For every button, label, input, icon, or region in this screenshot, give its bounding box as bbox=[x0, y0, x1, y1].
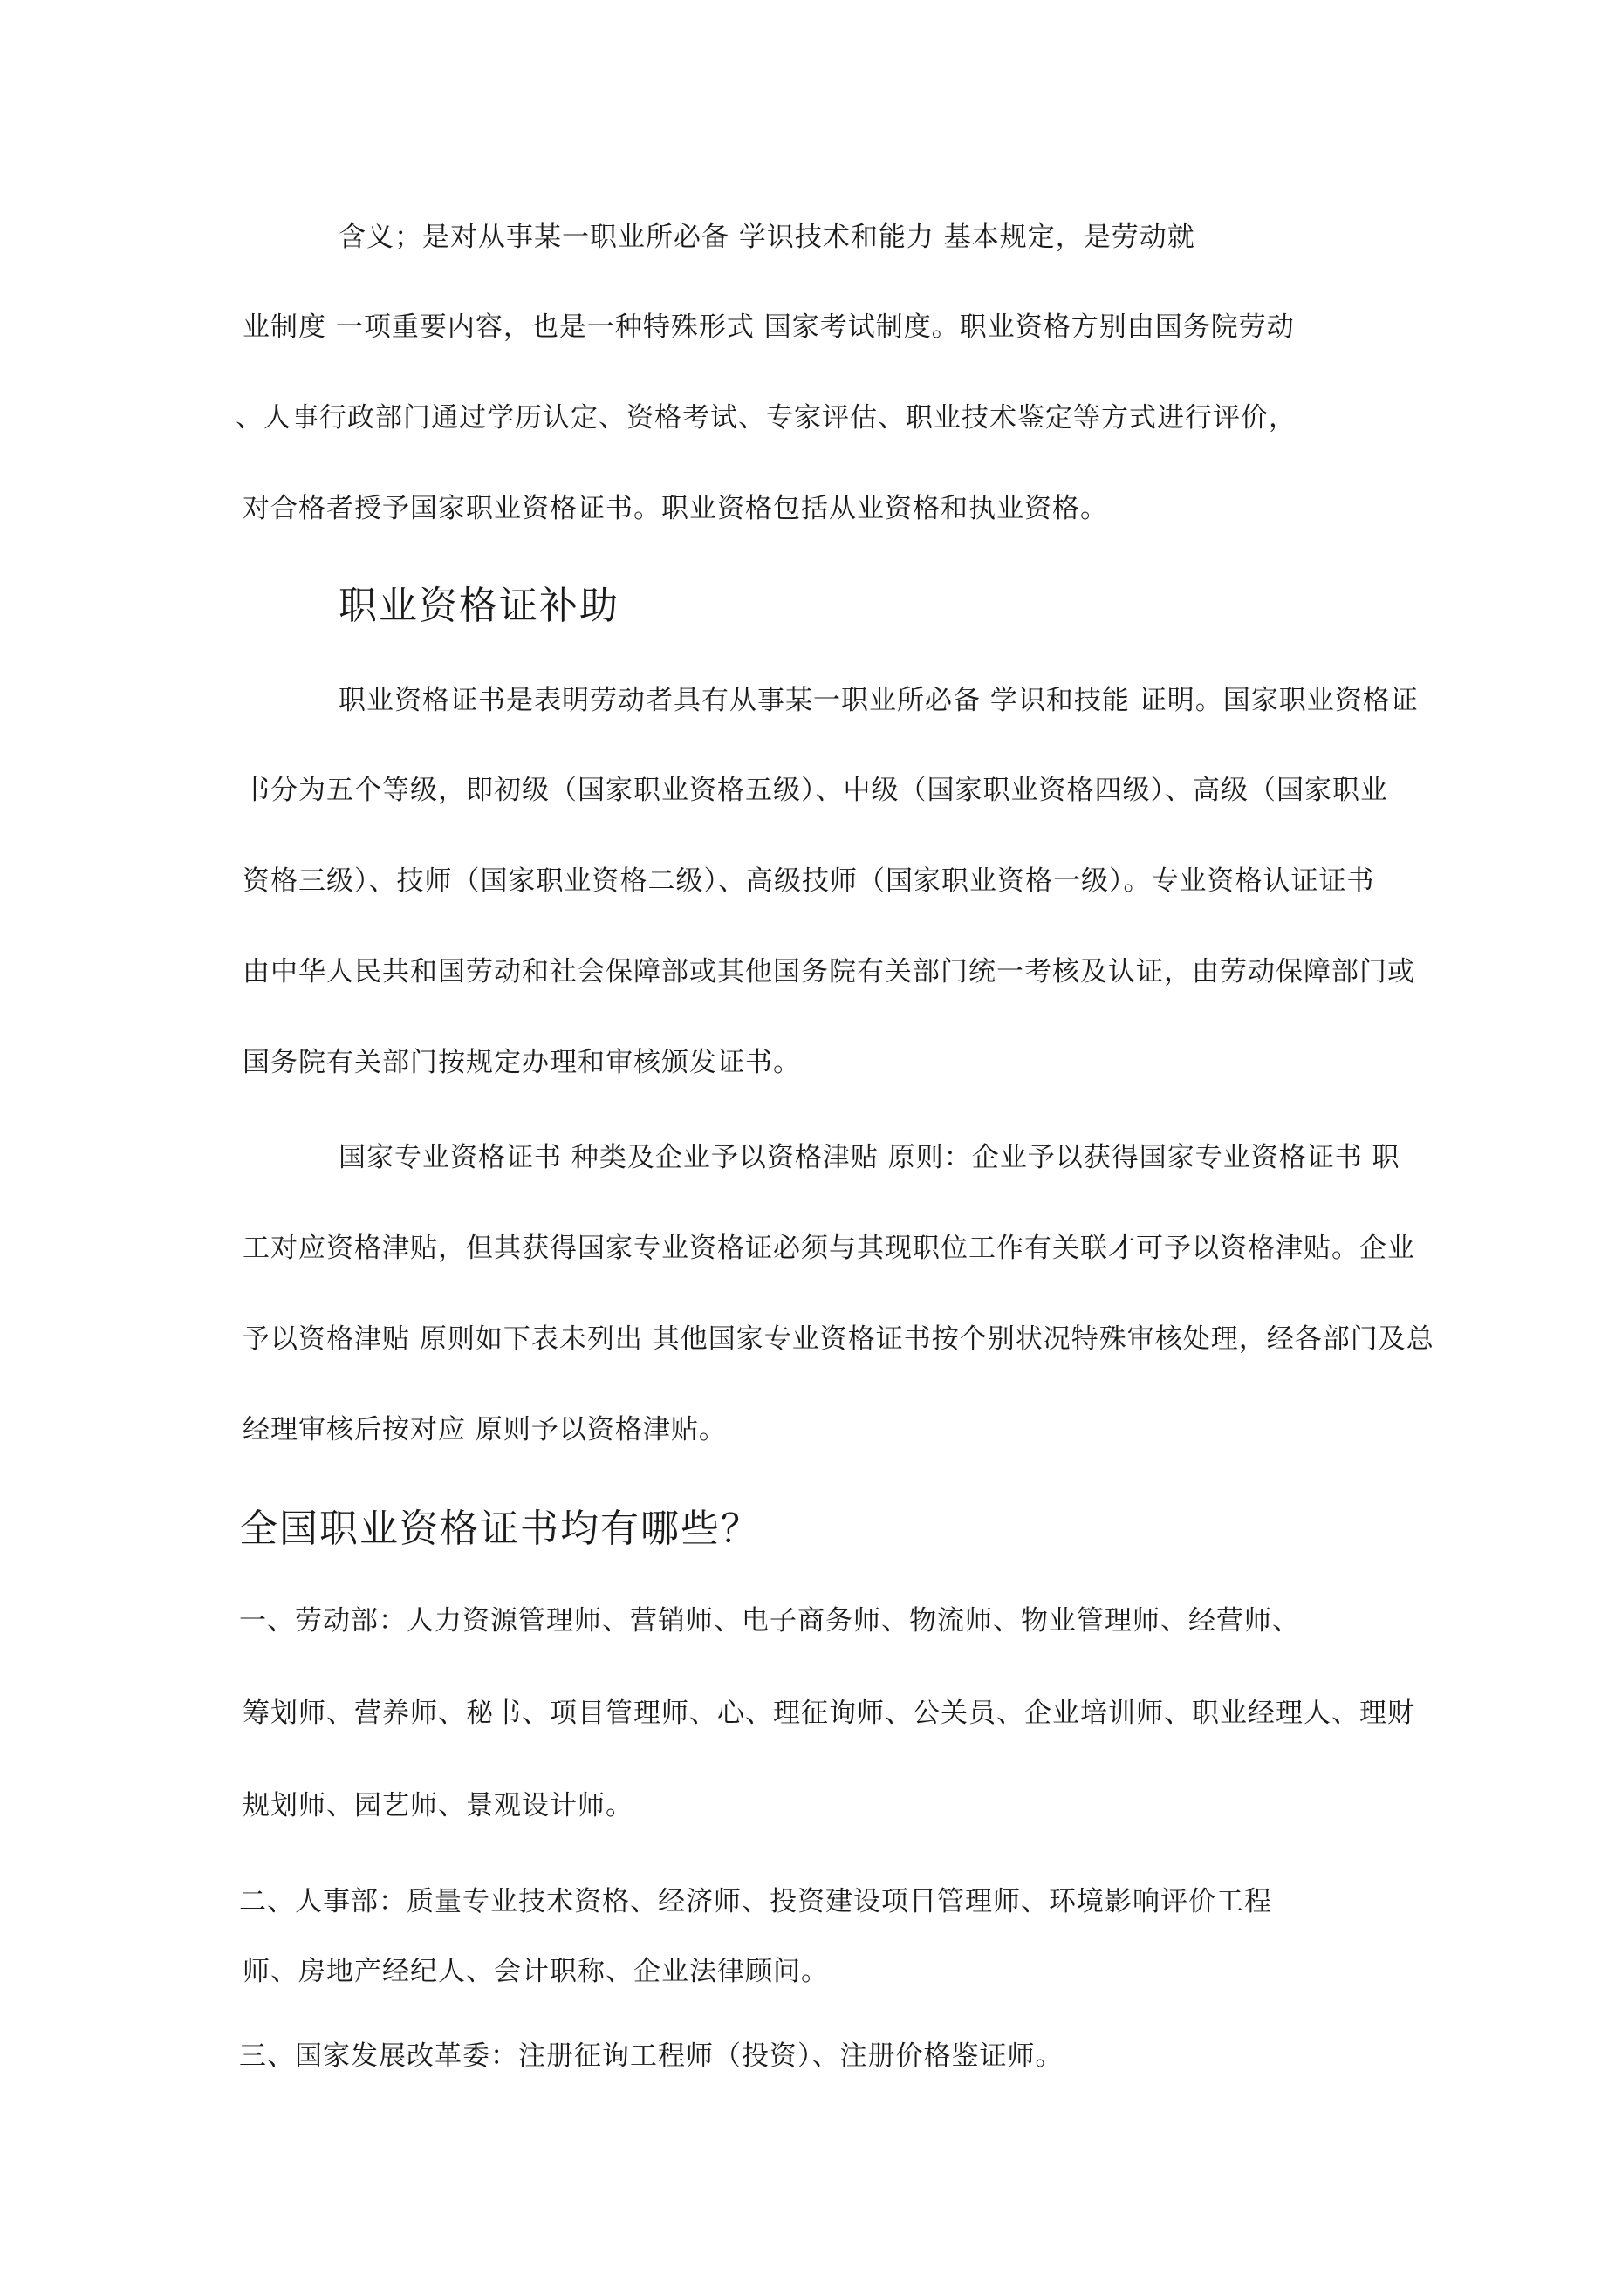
list-item-3-line-1: 三、国家发展改革委：注册征询工程师（投资）、注册价格鉴证师。 bbox=[239, 2040, 1064, 2072]
definition-line-4: 对合格者授予国家职业资格证书。职业资格包括从业资格和执业资格。 bbox=[243, 493, 1108, 524]
subsidy-p1-line-4: 由中华人民共和国劳动和社会保障部或其他国务院有关部门统一考核及认证，由劳动保障部门或 bbox=[243, 956, 1415, 987]
list-item-2-line-2: 师、房地产经纪人、会计职称、企业法律顾问。 bbox=[243, 1956, 829, 1987]
list-item-2-line-1: 二、人事部：质量专业技术资格、经济师、投资建设项目管理师、环境影响评价工程 bbox=[239, 1886, 1272, 1917]
definition-line-1: 含义；是对从事某一职业所必备 学识技术和能力 基本规定，是劳动就 bbox=[339, 222, 1195, 253]
list-item-1-line-2: 筹划师、营养师、秘书、项目管理师、心、理征询师、公关员、企业培训师、职业经理人、理财 bbox=[243, 1698, 1415, 1729]
subsidy-p2-line-2: 工对应资格津贴，但其获得国家专业资格证必须与其现职位工作有关联才可予以资格津贴。企业 bbox=[243, 1233, 1415, 1264]
subsidy-p2-line-1: 国家专业资格证书 种类及企业予以资格津贴 原则：企业予以获得国家专业资格证书 职 bbox=[339, 1142, 1400, 1173]
subsidy-p2-line-3: 予以资格津贴 原则如下表未列出 其他国家专业资格证书按个别状况特殊审核处理，经各部门及总 bbox=[243, 1323, 1434, 1355]
definition-line-3: 、人事行政部门通过学历认定、资格考试、专家评估、职业技术鉴定等方式进行评价， bbox=[236, 402, 1297, 434]
definition-line-2: 业制度 一项重要内容，也是一种特殊形式 国家考试制度。职业资格方别由国务院劳动 bbox=[243, 311, 1295, 343]
subsidy-p1-line-3: 资格三级）、技师（国家职业资格二级）、高级技师（国家职业资格一级）。专业资格认证证书 bbox=[243, 865, 1375, 897]
list-item-1-line-1: 一、劳动部：人力资源管理师、营销师、电子商务师、物流师、物业管理师、经营师、 bbox=[239, 1605, 1300, 1637]
subsidy-p1-line-5: 国务院有关部门按规定办理和审核颁发证书。 bbox=[243, 1047, 801, 1078]
certificate-list-heading: 全国职业资格证书均有哪些？ bbox=[239, 1507, 761, 1551]
subsidy-p2-line-4: 经理审核后按对应 原则予以资格津贴。 bbox=[243, 1414, 727, 1445]
list-item-1-line-3: 规划师、园艺师、景观设计师。 bbox=[243, 1790, 633, 1821]
subsidy-heading: 职业资格证补助 bbox=[339, 584, 619, 628]
subsidy-p1-line-2: 书分为五个等级，即初级（国家职业资格五级）、中级（国家职业资格四级）、高级（国家职业 bbox=[243, 775, 1388, 806]
subsidy-p1-line-1: 职业资格证书是表明劳动者具有从事某一职业所必备 学识和技能 证明。国家职业资格证 bbox=[339, 685, 1419, 716]
